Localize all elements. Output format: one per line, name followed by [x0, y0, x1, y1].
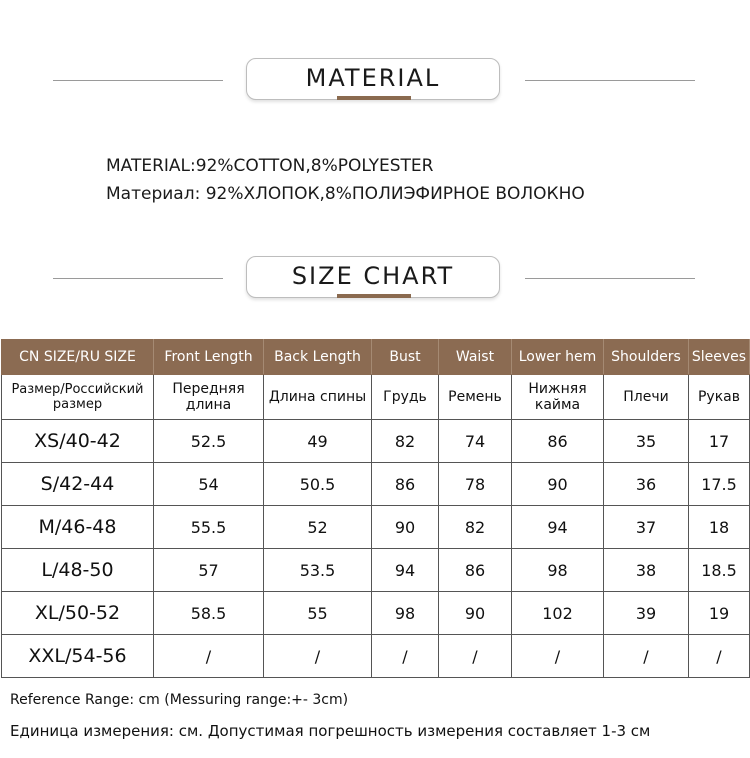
table-cell-size: L/48-50 [2, 549, 154, 592]
table-cell: 49 [264, 420, 372, 463]
table-cell-size: M/46-48 [2, 506, 154, 549]
table-cell: 55.5 [154, 506, 264, 549]
ru-header-cell: Длина спины [264, 375, 372, 420]
header-cell-size: CN SIZE/RU SIZE [2, 340, 154, 375]
material-title-badge [246, 58, 500, 100]
table-cell: 18.5 [689, 549, 750, 592]
table-cell: 82 [439, 506, 512, 549]
table-cell: 36 [604, 463, 689, 506]
size-chart-section-header [0, 256, 750, 302]
table-cell: 54 [154, 463, 264, 506]
divider-left [53, 278, 223, 279]
table-ru-header-row [2, 375, 750, 420]
table-cell: 90 [512, 463, 604, 506]
table-cell: 52 [264, 506, 372, 549]
table-cell: 86 [372, 463, 439, 506]
ru-header-cell: Передняя длина [154, 375, 264, 420]
table-cell-size: S/42-44 [2, 463, 154, 506]
table-cell: / [372, 635, 439, 678]
header-cell-back-length: Back Length [264, 340, 372, 375]
table-cell: 19 [689, 592, 750, 635]
divider-right [525, 278, 695, 279]
table-cell: 38 [604, 549, 689, 592]
table-cell: / [604, 635, 689, 678]
table-cell: 74 [439, 420, 512, 463]
ru-header-cell: Рукав [689, 375, 750, 420]
table-cell: 58.5 [154, 592, 264, 635]
table-cell: 82 [372, 420, 439, 463]
header-cell-lower-hem: Lower hem [512, 340, 604, 375]
ru-header-cell: Ремень [439, 375, 512, 420]
title-underline [337, 96, 411, 100]
table-cell: 50.5 [264, 463, 372, 506]
header-cell-waist: Waist [439, 340, 512, 375]
reference-range-note: Reference Range: cm (Messuring range:+- 3cm) [10, 692, 349, 708]
table-cell: 90 [372, 506, 439, 549]
reference-range-note-ru: Единица измерения: см. Допустимая погрешность измерения составляет 1-3 см [10, 722, 651, 740]
table-cell: 98 [512, 549, 604, 592]
ru-header-cell: Нижняя кайма [512, 375, 604, 420]
divider-left [53, 80, 223, 81]
size-chart-title-badge [246, 256, 500, 298]
ru-header-cell: Размер/Российский размер [2, 375, 154, 420]
material-section-header [0, 58, 750, 104]
table-cell: 18 [689, 506, 750, 549]
table-cell: 52.5 [154, 420, 264, 463]
material-title: MATERIAL [305, 64, 441, 92]
header-cell-shoulders: Shoulders [604, 340, 689, 375]
table-cell: 53.5 [264, 549, 372, 592]
material-line-en: MATERIAL:92%COTTON,8%POLYESTER [106, 156, 434, 176]
table-cell: / [264, 635, 372, 678]
table-cell: 86 [439, 549, 512, 592]
table-cell: 90 [439, 592, 512, 635]
header-cell-bust: Bust [372, 340, 439, 375]
table-cell: 94 [512, 506, 604, 549]
header-cell-front-length: Front Length [154, 340, 264, 375]
table-cell: 35 [604, 420, 689, 463]
table-cell: 39 [604, 592, 689, 635]
table-row [2, 592, 750, 635]
ru-header-cell: Плечи [604, 375, 689, 420]
table-cell: 17 [689, 420, 750, 463]
table-row [2, 549, 750, 592]
material-composition [106, 152, 726, 208]
material-line-ru: Материал: 92%ХЛОПОК,8%ПОЛИЭФИРНОЕ ВОЛОКНО [106, 184, 585, 204]
table-cell: 78 [439, 463, 512, 506]
table-row [2, 635, 750, 678]
ru-header-cell: Грудь [372, 375, 439, 420]
table-cell: 17.5 [689, 463, 750, 506]
table-cell-size: XS/40-42 [2, 420, 154, 463]
table-cell: / [689, 635, 750, 678]
divider-right [525, 80, 695, 81]
table-row [2, 420, 750, 463]
table-row [2, 463, 750, 506]
table-cell: 102 [512, 592, 604, 635]
table-cell: / [512, 635, 604, 678]
table-cell-size: XL/50-52 [2, 592, 154, 635]
header-cell-sleeves: Sleeves [689, 340, 750, 375]
table-cell: / [439, 635, 512, 678]
table-cell-size: XXL/54-56 [2, 635, 154, 678]
title-underline [337, 294, 411, 298]
size-chart-table [1, 339, 750, 678]
table-cell: 86 [512, 420, 604, 463]
size-chart-title: SIZE CHART [291, 262, 455, 290]
table-cell: 37 [604, 506, 689, 549]
table-cell: / [154, 635, 264, 678]
table-cell: 94 [372, 549, 439, 592]
table-cell: 55 [264, 592, 372, 635]
table-header-row [2, 340, 750, 375]
table-cell: 98 [372, 592, 439, 635]
table-cell: 57 [154, 549, 264, 592]
table-row [2, 506, 750, 549]
